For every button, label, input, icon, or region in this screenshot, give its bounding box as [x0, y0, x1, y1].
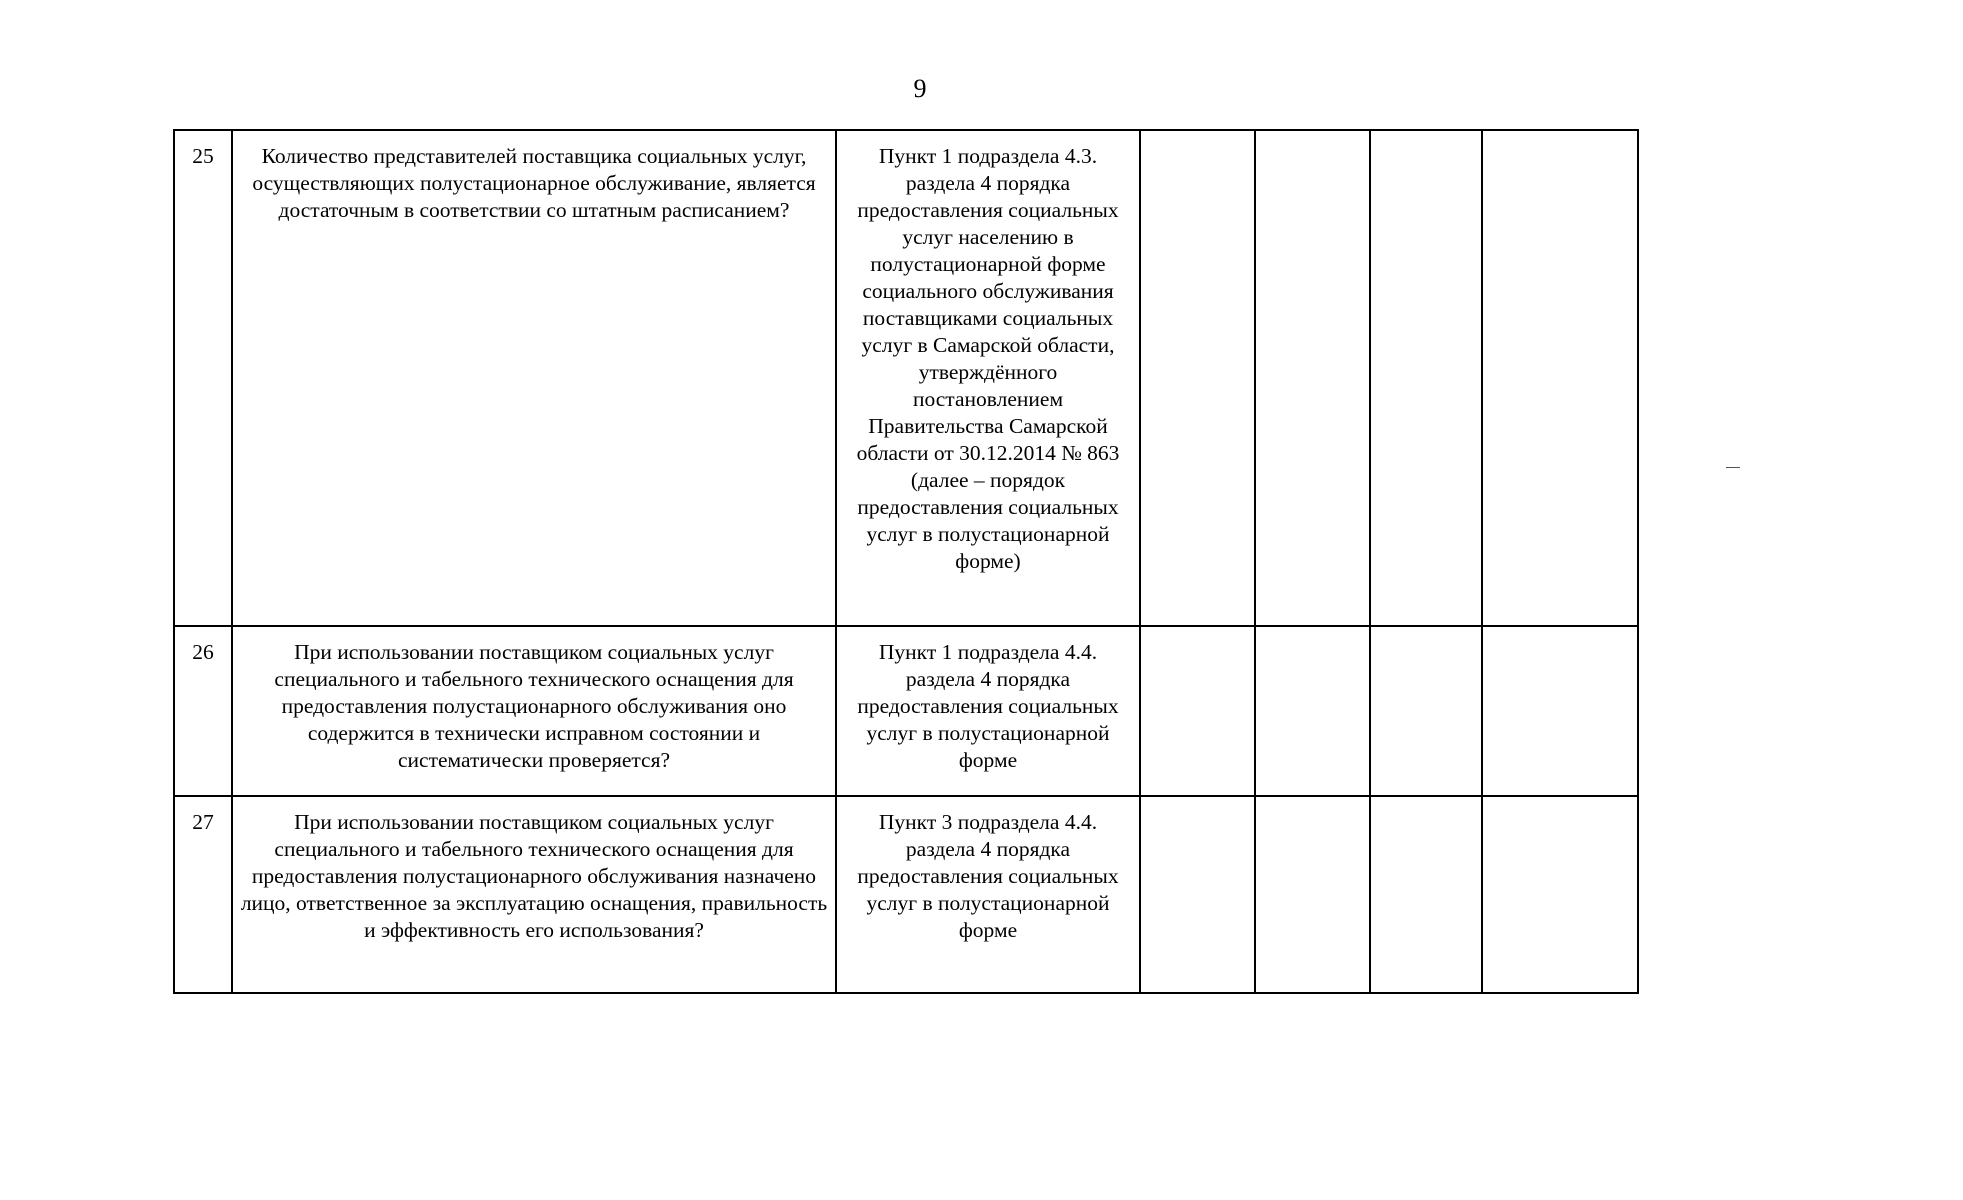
scan-artifact-mark [1726, 467, 1740, 468]
table-row [174, 626, 1638, 796]
empty-cell [1140, 130, 1255, 626]
empty-cell [1370, 796, 1482, 993]
empty-cell [1255, 796, 1370, 993]
question-cell: При использовании поставщиком социальных услуг специального и табельного технического оснащения для предоставления полустационарного обслуживания оно содержится в технически исправном состоянии и систематически проверяется? [232, 626, 836, 796]
reference-cell: Пункт 1 подраздела 4.4. раздела 4 порядка предоставления социальных услуг в полустационарной форме [836, 626, 1140, 796]
row-number: 25 [174, 130, 232, 626]
row-number: 27 [174, 796, 232, 993]
question-cell: При использовании поставщиком социальных услуг специального и табельного технического оснащения для предоставления полустационарного обслуживания назначено лицо, ответственное за эксплуатацию оснащения, правильность и эффективность его использования? [232, 796, 836, 993]
empty-cell [1482, 626, 1638, 796]
empty-cell [1370, 130, 1482, 626]
row-number: 26 [174, 626, 232, 796]
checklist-table [173, 129, 1639, 994]
reference-cell: Пункт 3 подраздела 4.4. раздела 4 порядка предоставления социальных услуг в полустационарной форме [836, 796, 1140, 993]
empty-cell [1255, 130, 1370, 626]
table-row [174, 796, 1638, 993]
empty-cell [1255, 626, 1370, 796]
reference-cell: Пункт 1 подраздела 4.3. раздела 4 порядка предоставления социальных услуг населению в полустационарной форме социального обслуживания поставщиками социальных услуг в Самарской области, утверждённого постановлением Правительства Самарской области от 30.12.2014 № 863 (далее – порядок предоставления социальных услуг в полустационарной форме) [836, 130, 1140, 626]
empty-cell [1482, 796, 1638, 993]
empty-cell [1140, 796, 1255, 993]
empty-cell [1482, 130, 1638, 626]
table-row [174, 130, 1638, 626]
empty-cell [1370, 626, 1482, 796]
question-cell: Количество представителей поставщика социальных услуг, осуществляющих полустационарное обслуживание, является достаточным в соответствии со штатным расписанием? [232, 130, 836, 626]
empty-cell [1140, 626, 1255, 796]
page-number: 9 [913, 74, 927, 103]
